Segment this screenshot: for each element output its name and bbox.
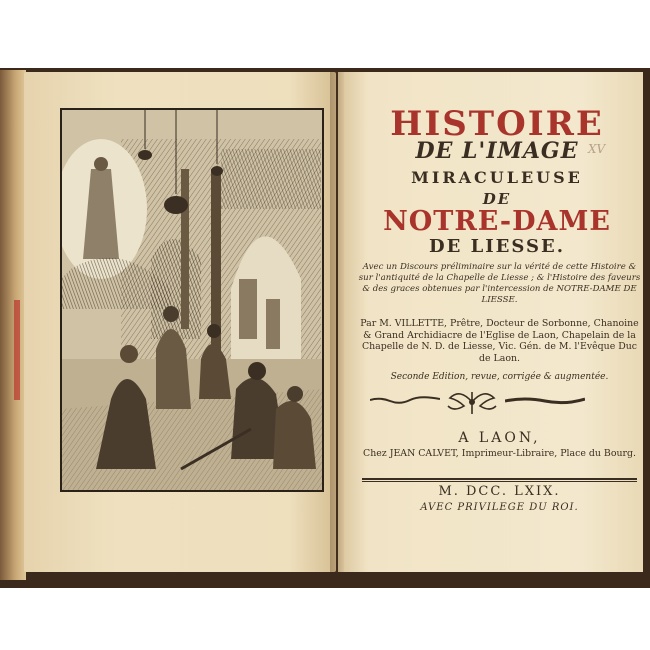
red-page-edge — [14, 300, 20, 400]
title-line-de: DE — [482, 190, 512, 208]
title-line-miraculeuse: MIRACULEUSE — [411, 168, 583, 187]
title-line-notre-dame: NOTRE-DAME — [383, 206, 611, 237]
edition-note: Seconde Edition, revue, corrigée & augmentée. — [390, 372, 609, 382]
frontispiece-engraving — [60, 108, 324, 492]
title-line-de-liesse: DE LIESSE. — [429, 236, 565, 257]
book-edge — [0, 70, 26, 580]
imprint-rule-top — [362, 478, 637, 480]
publisher-line: Chez JEAN CALVET, Imprimeur-Libraire, Place du Bourg. — [363, 448, 636, 459]
publication-year: M. DCC. LXIX. — [438, 484, 561, 499]
preliminary-discourse-text: Avec un Discours préliminaire sur la vérité de cette Histoire & sur l'antiquité de la Chapelle de Liesse ; & l'Histoire des faveurs & des graces obtenues par l'intercession de NOTRE-DAME DE LIESSE. — [358, 262, 641, 305]
title-line-de-limage: DE L'IMAGE — [415, 138, 579, 164]
title-line-histoire: HISTOIRE — [390, 104, 604, 144]
library-stamp: XV — [588, 142, 606, 156]
printers-ornament — [444, 384, 500, 420]
book-gutter — [330, 72, 344, 572]
imprint-rule-top-thin — [362, 481, 637, 482]
author-credit: Par M. VILLETTE, Prêtre, Docteur de Sorbonne, Chanoine & Grand Archidiacre de l'Eglise de Laon, Chapelain de la Chapelle de N. D. de Liesse, Vic. Gén. de M. l'Evêque Duc de Laon. — [360, 318, 639, 364]
royal-privilege: AVEC PRIVILEGE DU ROI. — [420, 502, 579, 513]
crossed-out-mark-right — [505, 395, 585, 405]
engraving-illustration — [61, 109, 323, 491]
crossed-out-mark-left — [370, 396, 440, 404]
imprint-city: A LAON, — [458, 430, 541, 446]
